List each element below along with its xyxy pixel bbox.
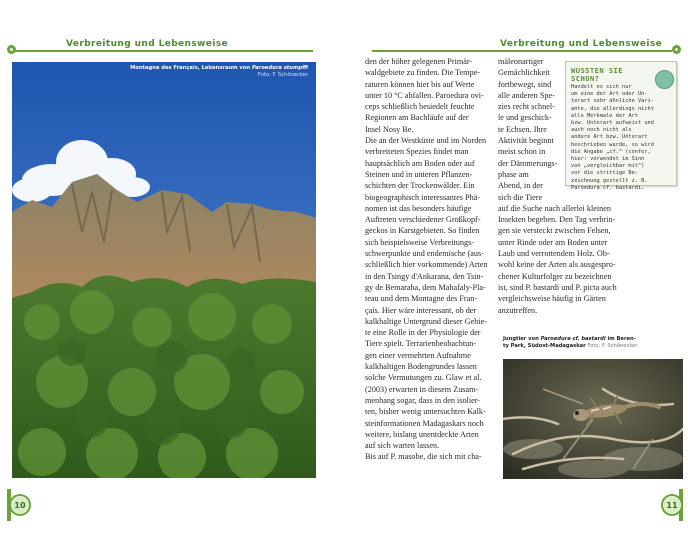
gecko-caption-pre: Jungtier von (503, 336, 541, 342)
text-line: meist schon in (498, 147, 546, 157)
text-line: Tiere spielt. Terrarienbeobachtun- (365, 339, 477, 349)
text-line: den der höher gelegenen Primär- (365, 57, 473, 66)
text-line: steinformationen Madagaskars noch (365, 418, 484, 428)
text-line: ist, sind P. bastardi und P. picta auch (498, 282, 617, 292)
text-line: kalkhaltige Untergrund dieser Gebie- (365, 316, 487, 326)
text-line: waldgebiete zu finden. Die Tempe- (365, 68, 480, 78)
text-line: ten, bisher wenig untersuchten Kalk- (365, 407, 486, 417)
landscape-illustration (12, 62, 316, 478)
body-column-1 (365, 56, 487, 463)
did-you-know-title-line1: WUSSTEN SIE (571, 66, 623, 75)
header-bullet-left (7, 45, 16, 54)
text-line: Insekten begeben. Den Tag verbrin- (498, 215, 616, 225)
text-line: çais. Hier wäre interessant, ob der (365, 305, 477, 315)
text-line: gy de Bemaraha, dem Mahafaly-Pla- (365, 282, 486, 292)
text-line: chener Kulturfolger zu bezeichnen (498, 271, 612, 281)
page-number-right (661, 494, 683, 516)
text-line: schichten der Trockenwälder. Ein (365, 181, 475, 191)
text-line: ceps schließlich besiedelt feuchte (365, 102, 475, 112)
running-header-left: Verbreitung und Lebensweise (66, 39, 229, 49)
text-line: Regionen am Bachläufe auf der (365, 113, 469, 123)
page-number-left-label: 10 (11, 496, 29, 514)
text-line: geckos in Karstgebieten. So finden (365, 226, 480, 236)
text-line: kalkhaltigen Bodengrundes lassen (365, 362, 477, 372)
gecko-photo-caption (503, 336, 683, 350)
text-line: zies recht schnel- (498, 102, 555, 112)
gecko-photo-credit: Foto: F. Schönecker (587, 343, 638, 350)
text-line: menhang sogar, dass in den isolier- (365, 395, 481, 405)
text-line: Laub und verrottendem Holz. Ob- (498, 249, 610, 259)
text-line: biogeographisch interessantes Phä- (365, 192, 481, 202)
text-line: sich beispielsweise Verbreitungs- (365, 237, 474, 247)
text-line: (2003) erwarten in diesem Zusam- (365, 384, 479, 394)
text-line: teau und dem Montagne des Fran- (365, 294, 478, 304)
text-line: anzutreffen. (498, 305, 538, 315)
header-rule-right (372, 50, 672, 52)
text-line: Auftreten verschiedener Großkopf- (365, 215, 481, 225)
text-line: Aktivität beginnt (498, 136, 554, 146)
gecko-caption-mid: im Beren- (605, 336, 636, 342)
text-line: vergleichsweise häufig in Gärten (498, 294, 606, 304)
landscape-caption-species: Paroedura stumpffi (251, 65, 308, 71)
did-you-know-title-line2: SCHON? (571, 74, 600, 83)
text-line: sich die Tiere (498, 192, 543, 202)
gecko-caption-location: ty Park, Südost-Madagaskar (503, 343, 586, 350)
landscape-caption (130, 65, 308, 79)
text-line: Bis auf P. masobe, die sich mit cha- (365, 452, 482, 462)
text-line: solche Vermutungen zu. Glaw et al. (365, 373, 482, 383)
text-line: unter 10 °C abfallen. Paroedura ovi- (365, 90, 484, 100)
text-line: Die an der Westküste und im Norden (365, 136, 487, 146)
gecko-photo (503, 359, 683, 479)
gecko-caption-species: Paroedura cf. bastardi (540, 336, 606, 342)
text-line: Insel Nosy Be. (365, 124, 414, 134)
landscape-caption-text: Montagne des Français, Lebensraum von (130, 65, 252, 71)
header-bullet-right (672, 45, 681, 54)
text-line: te eine Rolle in der Physiologie der (365, 328, 481, 338)
text-line: raturen können hier bis auf Werte (365, 79, 475, 89)
gecko-illustration (503, 359, 683, 479)
did-you-know-title (571, 67, 623, 83)
text-line: Steinen und in unteren Pflanzen- (365, 169, 473, 179)
text-line: der Dämmerungs- (498, 158, 558, 168)
text-line: alle anderen Spe- (498, 90, 555, 100)
text-line: nomen ist das besonders häufige (365, 203, 472, 213)
text-line: Abend, in der (498, 181, 543, 191)
landscape-photo (12, 62, 316, 478)
text-line: in den Tsingy d'Ankarana, den Tsin- (365, 271, 484, 281)
text-line: fortbewegt, sind (498, 79, 552, 89)
text-line: phase am (498, 169, 529, 179)
text-line: weitere, bislang unentdeckte Arten (365, 429, 479, 439)
running-header-right: Verbreitung und Lebensweise (500, 39, 663, 49)
page-number-left (9, 494, 31, 516)
text-line: schwerpunkte und endemische (aus- (365, 249, 484, 259)
text-line: Gemächlichkeit (498, 68, 550, 78)
text-line: le und geschick- (498, 113, 552, 123)
text-line: schließlich hier vorkommende) Arten (365, 260, 488, 270)
text-line: auf die Suche nach allerlei kleinen (498, 203, 611, 213)
text-line: wohl keine der Arten als ausgespro- (498, 260, 616, 270)
text-line: gen sie versteckt zwischen Felsen, (498, 226, 611, 236)
text-line: mäleonartiger (498, 57, 544, 66)
text-line: verbreiteten Spezies findet man (365, 147, 469, 157)
info-badge-icon (655, 70, 674, 89)
text-line: te Echsen. Ihre (498, 124, 547, 134)
did-you-know-text: Handelt es sich nur um eine der Art oder Un- terart sehr ähnliche Vari- ante, die allerdings nicht alle Merkmale der Art bzw. Unterart aufweist und auch noch nicht als andere Art bzw. Unterart beschrieben wurde, so wird die Angabe „cf.“ (confer, hier: verwendet im Sinn von „vergleichbar mit“) vor die strittige Be- zeichnung gestellt z. B. Paroedura cf. bastardi. (571, 84, 654, 191)
landscape-photo-credit: Foto: F. Schönecker (257, 72, 308, 78)
text-line: hauptsächlich am Boden oder auf (365, 158, 475, 168)
page-number-right-label: 11 (663, 496, 681, 514)
text-line: gen einer vermehrten Aufnahme (365, 350, 471, 360)
header-rule-left (15, 50, 313, 52)
text-line: unter Rinde oder am Boden unter (498, 237, 608, 247)
text-line: auf sich warten lassen. (365, 441, 440, 451)
